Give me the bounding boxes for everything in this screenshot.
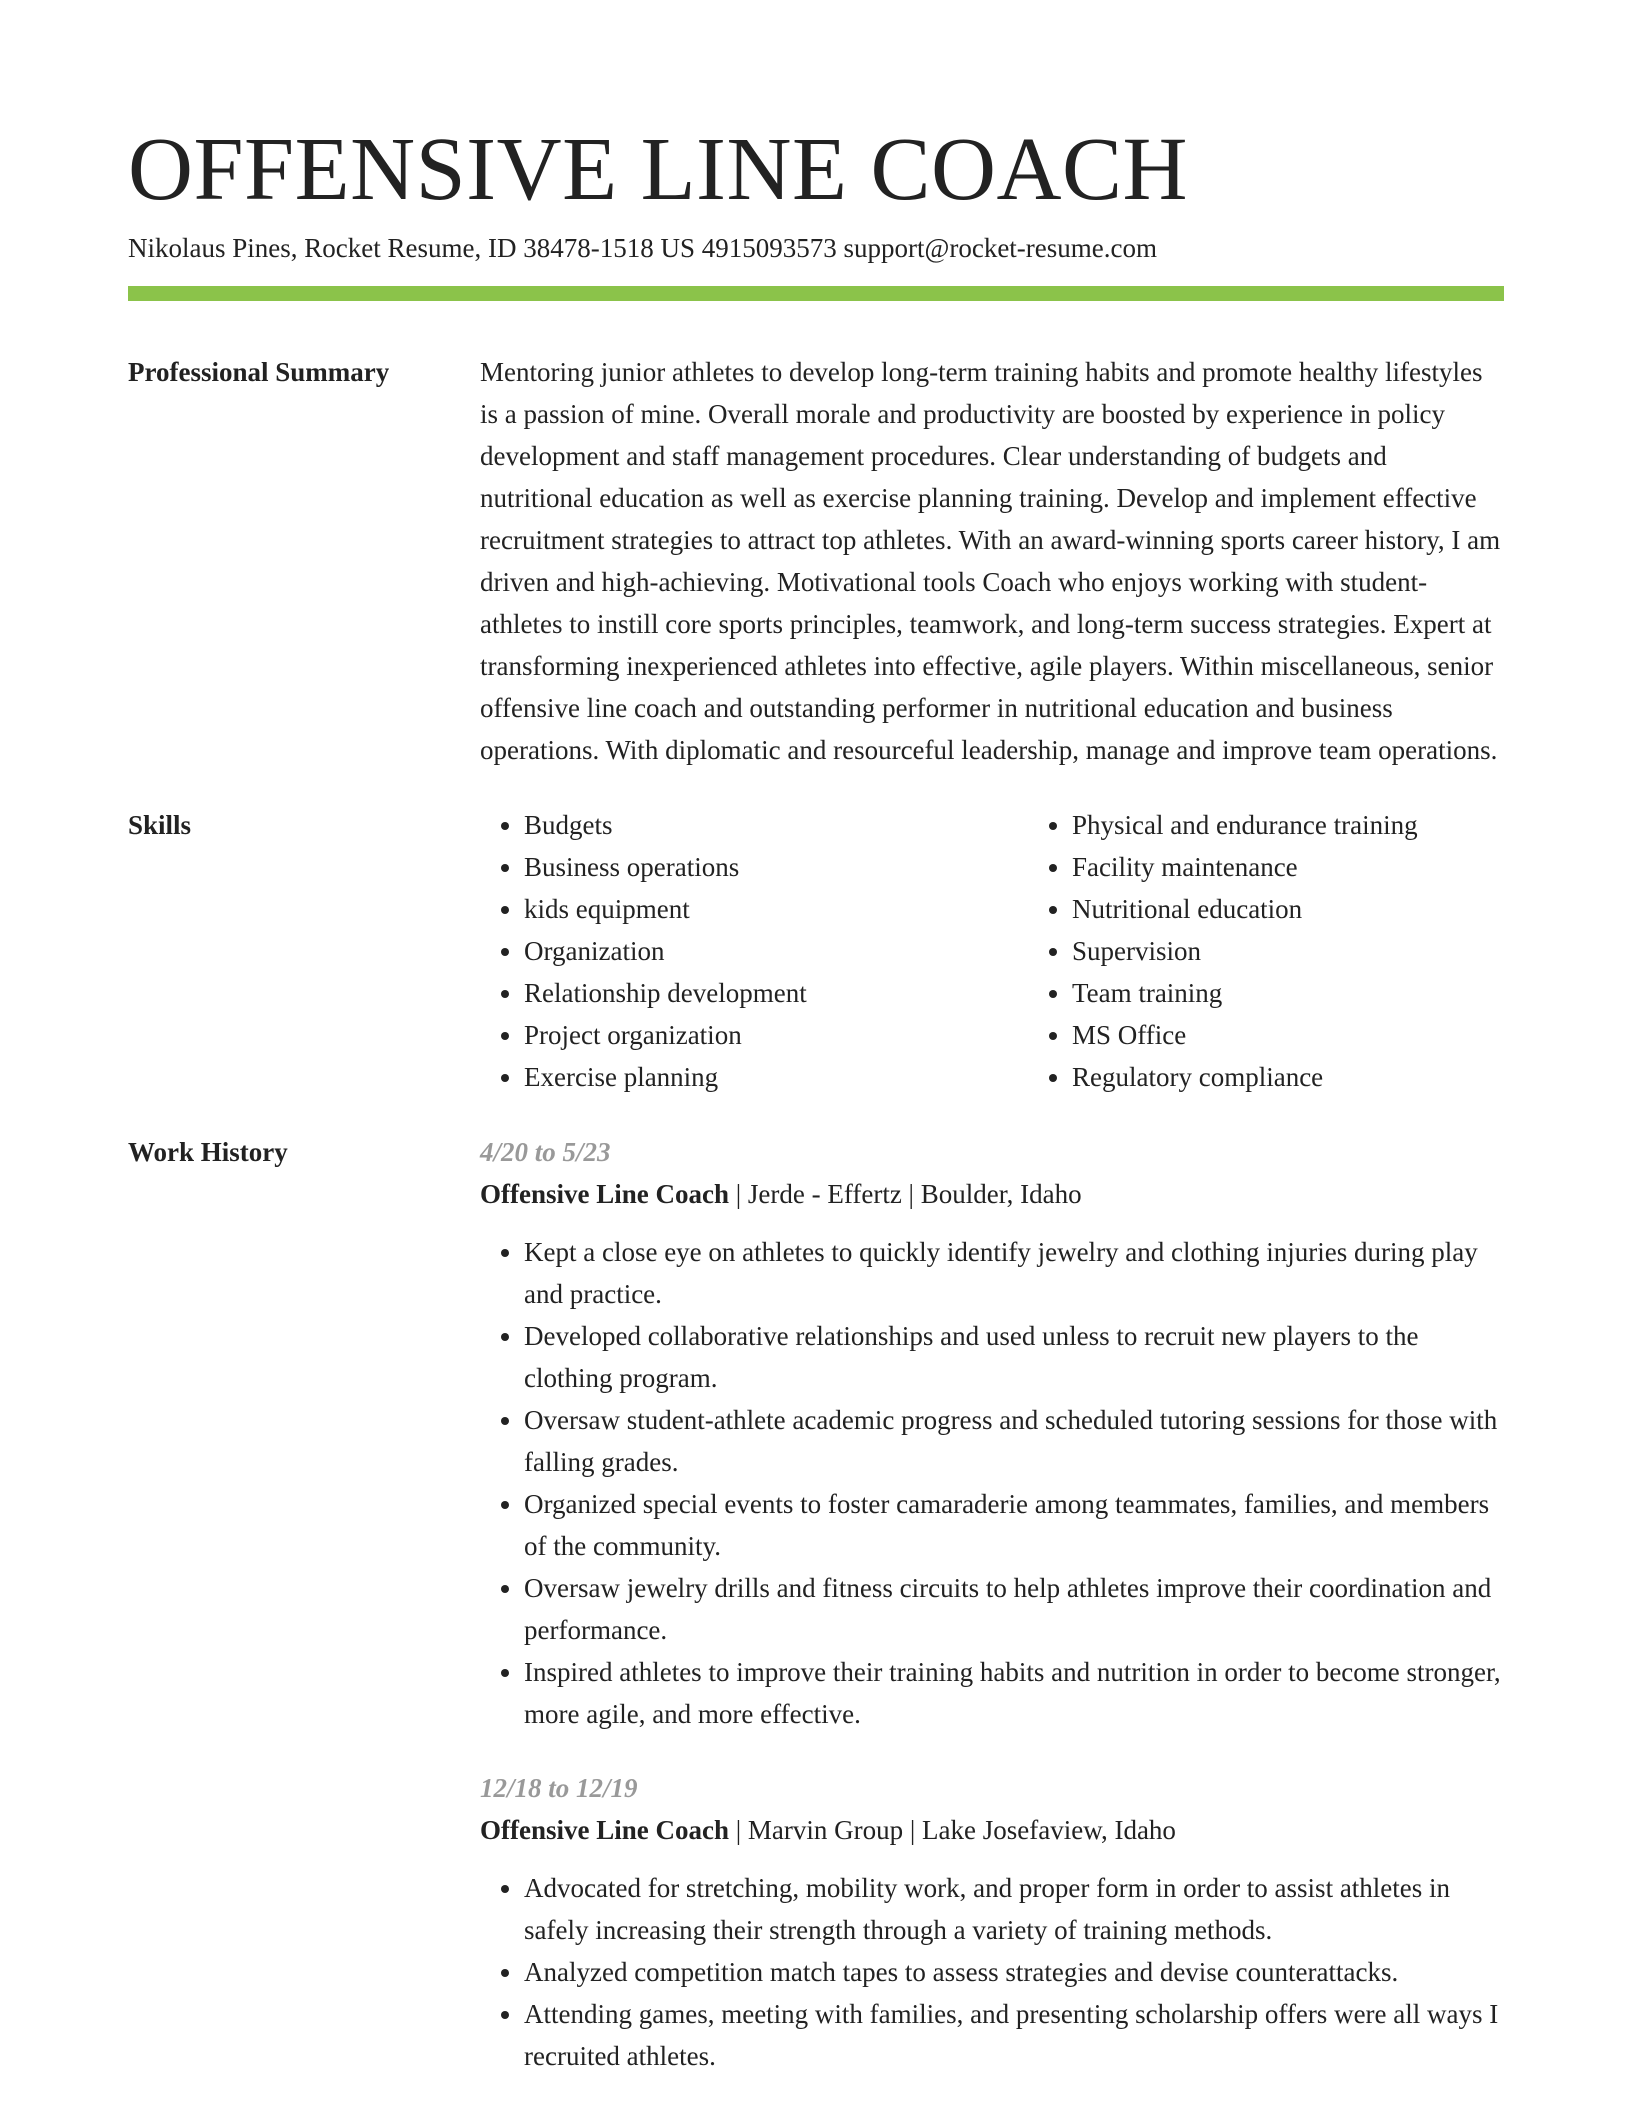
job-dates: 12/18 to 12/19 xyxy=(480,1773,638,1803)
skill-item: • Team training xyxy=(1072,972,1576,1014)
skills-columns xyxy=(480,804,1576,1098)
skill-item: • Physical and endurance training xyxy=(1072,804,1576,846)
contact-company: Rocket Resume, xyxy=(304,233,482,263)
job-bullet: • Inspired athletes to improve their training habits and nutrition in order to become stronger, more agile, and more effective. xyxy=(524,1651,1504,1735)
job-bullet: • Developed collaborative relationships and used unless to recruit new players to the clothing program. xyxy=(524,1315,1504,1399)
job-bullet: • Advocated for stretching, mobility work, and proper form in order to assist athletes in safely increasing their strength through a variety of training methods. xyxy=(524,1867,1504,1951)
resume-page xyxy=(128,120,1504,2109)
skill-item: • Relationship development xyxy=(524,972,1028,1014)
job-bullet: • Analyzed competition match tapes to assess strategies and devise counterattacks. xyxy=(524,1951,1504,1993)
job-dates: 4/20 to 5/23 xyxy=(480,1137,611,1167)
job-details: | Marvin Group | Lake Josefaview, Idaho xyxy=(729,1815,1176,1845)
summary-text: Mentoring junior athletes to develop long-term training habits and promote healthy lifestyles is a passion of mine. Overall morale and productivity are boosted by experience in policy development and staff management procedures. Clear understanding of budgets and nutritional education as well as exercise planning training. Develop and implement effective recruitment strategies to attract top athletes. With an award-winning sports career history, I am driven and high-achieving. Motivational tools Coach who enjoys working with student-athletes to instill core sports principles, teamwork, and long-term success strategies. Expert at transforming inexperienced athletes into effective, agile players. Within miscellaneous, senior offensive line coach and outstanding performer in nutritional education and business operations. With diplomatic and resourceful leadership, manage and improve team operations. xyxy=(480,357,1501,765)
skill-item: • Project organization xyxy=(524,1014,1028,1056)
skill-item: • MS Office xyxy=(1072,1014,1576,1056)
section-label: Skills xyxy=(128,810,192,840)
skill-item: • Business operations xyxy=(524,846,1028,888)
skills-column-right xyxy=(1028,804,1576,1098)
skills-section xyxy=(128,804,1504,1098)
job-entry xyxy=(480,1767,1504,2077)
job-heading xyxy=(480,1173,1504,1215)
skill-item: • Nutritional education xyxy=(1072,888,1576,930)
skill-item: • kids equipment xyxy=(524,888,1028,930)
job-bullet: • Oversaw student-athlete academic progress and scheduled tutoring sessions for those with falling grades. xyxy=(524,1399,1504,1483)
job-title: Offensive Line Coach xyxy=(480,1815,729,1845)
section-label: Professional Summary xyxy=(128,357,390,387)
work-history-section xyxy=(128,1131,1504,2109)
summary-section xyxy=(128,351,1504,771)
work-history-body xyxy=(480,1131,1504,2109)
contact-line xyxy=(128,230,1504,266)
job-bullet: • Kept a close eye on athletes to quickly identify jewelry and clothing injuries during play and practice. xyxy=(524,1231,1504,1315)
skill-item: • Organization xyxy=(524,930,1028,972)
job-details: | Jerde - Effertz | Boulder, Idaho xyxy=(729,1179,1082,1209)
job-bullet: • Organized special events to foster camaraderie among teammates, families, and members of the community. xyxy=(524,1483,1504,1567)
job-bullet: • Attending games, meeting with families, and presenting scholarship offers were all ways I recruited athletes. xyxy=(524,1993,1504,2077)
job-title: Offensive Line Coach xyxy=(480,1179,729,1209)
contact-email: support@rocket-resume.com xyxy=(843,233,1158,263)
section-label: Work History xyxy=(128,1137,288,1167)
job-heading xyxy=(480,1809,1504,1851)
job-bullet: • Oversaw jewelry drills and fitness circuits to help athletes improve their coordination and performance. xyxy=(524,1567,1504,1651)
skills-column-left xyxy=(480,804,1028,1098)
header-divider xyxy=(128,286,1504,301)
skill-item: • Facility maintenance xyxy=(1072,846,1576,888)
contact-phone: 4915093573 xyxy=(701,233,837,263)
skill-item: • Exercise planning xyxy=(524,1056,1028,1098)
skill-item: • Regulatory compliance xyxy=(1072,1056,1576,1098)
skill-item: • Budgets xyxy=(524,804,1028,846)
job-bullets xyxy=(480,1231,1504,1735)
resume-title: OFFENSIVE LINE COACH xyxy=(128,120,1189,219)
skill-item: • Supervision xyxy=(1072,930,1576,972)
contact-name: Nikolaus Pines, xyxy=(128,233,298,263)
job-entry xyxy=(480,1131,1504,1735)
contact-location: ID 38478-1518 US xyxy=(487,233,695,263)
job-bullets xyxy=(480,1867,1504,2077)
